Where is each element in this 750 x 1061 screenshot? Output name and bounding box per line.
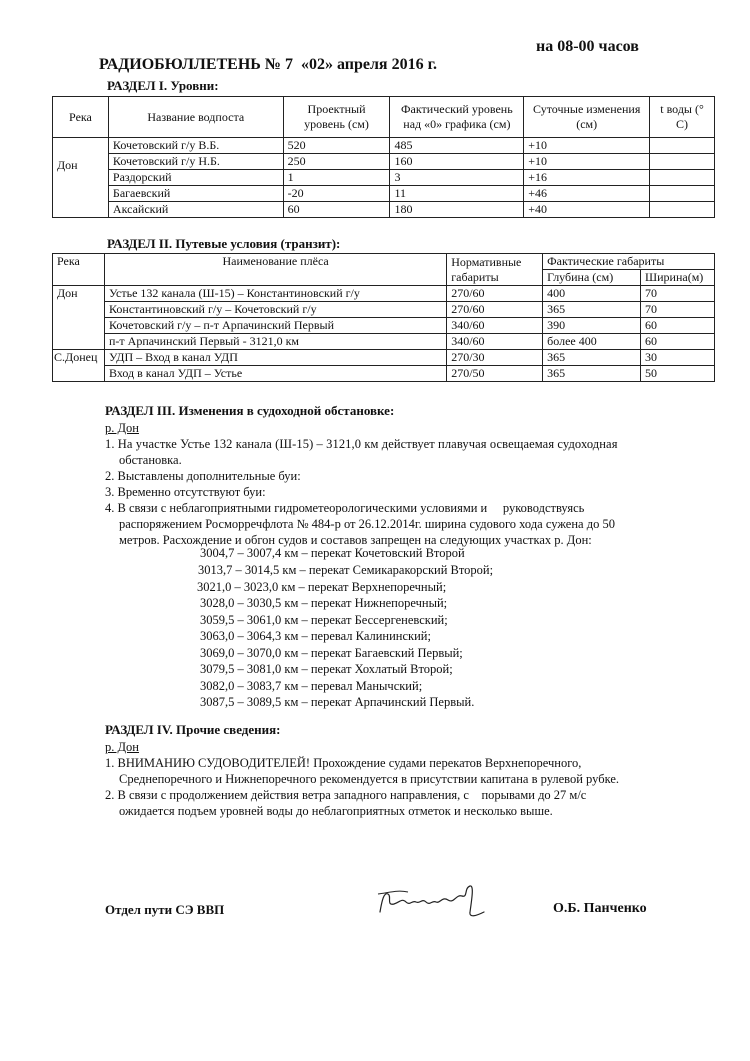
width-cell: 70: [641, 302, 715, 318]
table-row: [53, 350, 715, 366]
depth-cell: 400: [543, 286, 641, 302]
s3-item1-cont: обстановка.: [119, 453, 182, 467]
norm-cell: 340/60: [447, 318, 543, 334]
levels-header-row: [53, 97, 715, 138]
col-river: Река: [53, 254, 105, 286]
post-cell: Аксайский: [108, 202, 283, 218]
section4-body: [105, 739, 705, 819]
list-item: 3059,5 – 3061,0 км – перекат Бессергеневский;: [200, 613, 448, 627]
list-item: 3004,7 – 3007,4 км – перекат Кочетовский Второй: [200, 546, 465, 560]
depth-cell: 365: [543, 302, 641, 318]
section4-river: р. Дон: [105, 740, 139, 754]
s4-item1-cont: Среднепоречного и Нижнепоречного рекомендуется в присутствии капитана в рулевой рубке.: [119, 772, 620, 786]
s3-item4: 4. В связи с неблагоприятными гидрометеорологическими условиями и руководствуясь: [105, 501, 585, 515]
width-cell: 60: [641, 318, 715, 334]
design-cell: -20: [283, 186, 390, 202]
s3-item4-cont1: распоряжением Росморречфлота № 484-р от 26.12.2014г. ширина судового хода сужена до 50: [119, 517, 615, 531]
list-item: 3079,5 – 3081,0 км – перекат Хохлатый Второй;: [200, 662, 453, 676]
section3-body: [105, 420, 705, 548]
actual-cell: 160: [390, 154, 524, 170]
river-cell: С.Донец: [53, 350, 105, 382]
change-cell: +10: [524, 154, 650, 170]
actual-cell: 485: [390, 138, 524, 154]
change-cell: +10: [524, 138, 650, 154]
transit-table: [52, 253, 715, 382]
signatory-name: О.Б. Панченко: [553, 901, 647, 916]
list-item: 3082,0 – 3083,7 км – перевал Манычский;: [200, 679, 423, 693]
table-row: [53, 302, 715, 318]
bulletin-time: на 08-00 часов: [536, 38, 639, 55]
col-post-name: Название водпоста: [108, 97, 283, 138]
col-daily-change: Суточные изменения (см): [524, 97, 650, 138]
post-cell: Кочетовский г/у В.Б.: [108, 138, 283, 154]
list-item: 3069,0 – 3070,0 км – перекат Багаевский Первый;: [200, 646, 463, 660]
table-row: [53, 154, 715, 170]
handwritten-signature: [372, 882, 492, 922]
s3-item3: 3. Временно отсутствуют буи:: [105, 485, 266, 499]
levels-table: [52, 96, 715, 218]
post-cell: Багаевский: [108, 186, 283, 202]
norm-cell: 270/60: [447, 302, 543, 318]
transit-header-row: [53, 254, 715, 270]
actual-cell: 3: [390, 170, 524, 186]
table-row: [53, 186, 715, 202]
col-stretch: Наименование плёса: [104, 254, 446, 286]
river-cell: Дон: [53, 138, 109, 218]
stretch-cell: Константиновский г/у – Кочетовский г/у: [104, 302, 446, 318]
section3-river: р. Дон: [105, 421, 139, 435]
department-label: Отдел пути СЭ ВВП: [105, 902, 225, 917]
col-depth: Глубина (см): [543, 270, 641, 286]
section4-heading: РАЗДЕЛ IV. Прочие сведения:: [105, 722, 281, 737]
list-item: 3028,0 – 3030,5 км – перекат Нижнепоречный;: [200, 596, 448, 610]
actual-cell: 11: [390, 186, 524, 202]
table-row: [53, 366, 715, 382]
list-item: 3063,0 – 3064,3 км – перевал Калининский;: [200, 629, 431, 643]
river-cell: Дон: [53, 286, 105, 350]
col-normative: Нормативные габариты: [447, 254, 543, 286]
stretch-cell: Устье 132 канала (Ш-15) – Константиновский г/у: [104, 286, 446, 302]
change-cell: +16: [524, 170, 650, 186]
col-actual-level: Фактический уровень над «0» графика (см): [390, 97, 524, 138]
s3-item2: 2. Выставлены дополнительные буи:: [105, 469, 301, 483]
list-item: 3087,5 – 3089,5 км – перекат Арпачинский Первый.: [200, 695, 475, 709]
post-cell: Раздорский: [108, 170, 283, 186]
width-cell: 30: [641, 350, 715, 366]
norm-cell: 270/60: [447, 286, 543, 302]
table-row: [53, 318, 715, 334]
temp-cell: [650, 186, 715, 202]
s4-item1: 1. ВНИМАНИЮ СУДОВОДИТЕЛЕЙ! Прохождение судами перекатов Верхнепоречного,: [105, 756, 582, 770]
depth-cell: 365: [543, 366, 641, 382]
table-row: [53, 202, 715, 218]
col-actual: Фактические габариты: [543, 254, 715, 270]
stretch-cell: УДП – Вход в канал УДП: [104, 350, 446, 366]
depth-cell: более 400: [543, 334, 641, 350]
section3-heading: РАЗДЕЛ III. Изменения в судоходной обстановке:: [105, 403, 395, 418]
norm-cell: 270/50: [447, 366, 543, 382]
table-row: [53, 286, 715, 302]
s4-item2-cont: ожидается подъем уровней воды до неблагоприятных отметок и несколько выше.: [119, 804, 553, 818]
change-cell: +46: [524, 186, 650, 202]
stretch-cell: Вход в канал УДП – Устье: [104, 366, 446, 382]
s4-item2: 2. В связи с продолжением действия ветра западного направления, с порывами до 27 м/с: [105, 788, 587, 802]
col-width: Ширина(м): [641, 270, 715, 286]
temp-cell: [650, 202, 715, 218]
col-design-level: Проектный уровень (см): [283, 97, 390, 138]
col-river: Река: [53, 97, 109, 138]
change-cell: +40: [524, 202, 650, 218]
section1-heading: РАЗДЕЛ I. Уровни:: [107, 78, 219, 93]
design-cell: 250: [283, 154, 390, 170]
table-row: [53, 138, 715, 154]
title-text: РАДИОБЮЛЛЕТЕНЬ № 7 «02» апреля 2016 г.: [99, 56, 438, 73]
stretch-cell: п-т Арпачинский Первый - 3121,0 км: [104, 334, 446, 350]
norm-cell: 340/60: [447, 334, 543, 350]
table-row: [53, 334, 715, 350]
width-cell: 60: [641, 334, 715, 350]
depth-cell: 365: [543, 350, 641, 366]
section2-heading: РАЗДЕЛ II. Путевые условия (транзит):: [107, 236, 341, 251]
design-cell: 1: [283, 170, 390, 186]
list-item: 3021,0 – 3023,0 км – перекат Верхнепоречный;: [197, 580, 447, 594]
design-cell: 60: [283, 202, 390, 218]
list-item: 3013,7 – 3014,5 км – перекат Семикаракорский Второй;: [198, 563, 494, 577]
norm-cell: 270/30: [447, 350, 543, 366]
width-cell: 70: [641, 286, 715, 302]
width-cell: 50: [641, 366, 715, 382]
table-row: [53, 170, 715, 186]
temp-cell: [650, 154, 715, 170]
col-water-temp: t воды (° С): [650, 97, 715, 138]
s3-item4-cont2: метров. Расхождение и обгон судов и составов запрещен на следующих участках р. Дон:: [119, 533, 592, 547]
actual-cell: 180: [390, 202, 524, 218]
temp-cell: [650, 138, 715, 154]
post-cell: Кочетовский г/у Н.Б.: [108, 154, 283, 170]
depth-cell: 390: [543, 318, 641, 334]
s3-item1: 1. На участке Устье 132 канала (Ш-15) – 3121,0 км действует плавучая освещаемая судоходная: [105, 437, 618, 451]
temp-cell: [650, 170, 715, 186]
design-cell: 520: [283, 138, 390, 154]
stretch-cell: Кочетовский г/у – п-т Арпачинский Первый: [104, 318, 446, 334]
